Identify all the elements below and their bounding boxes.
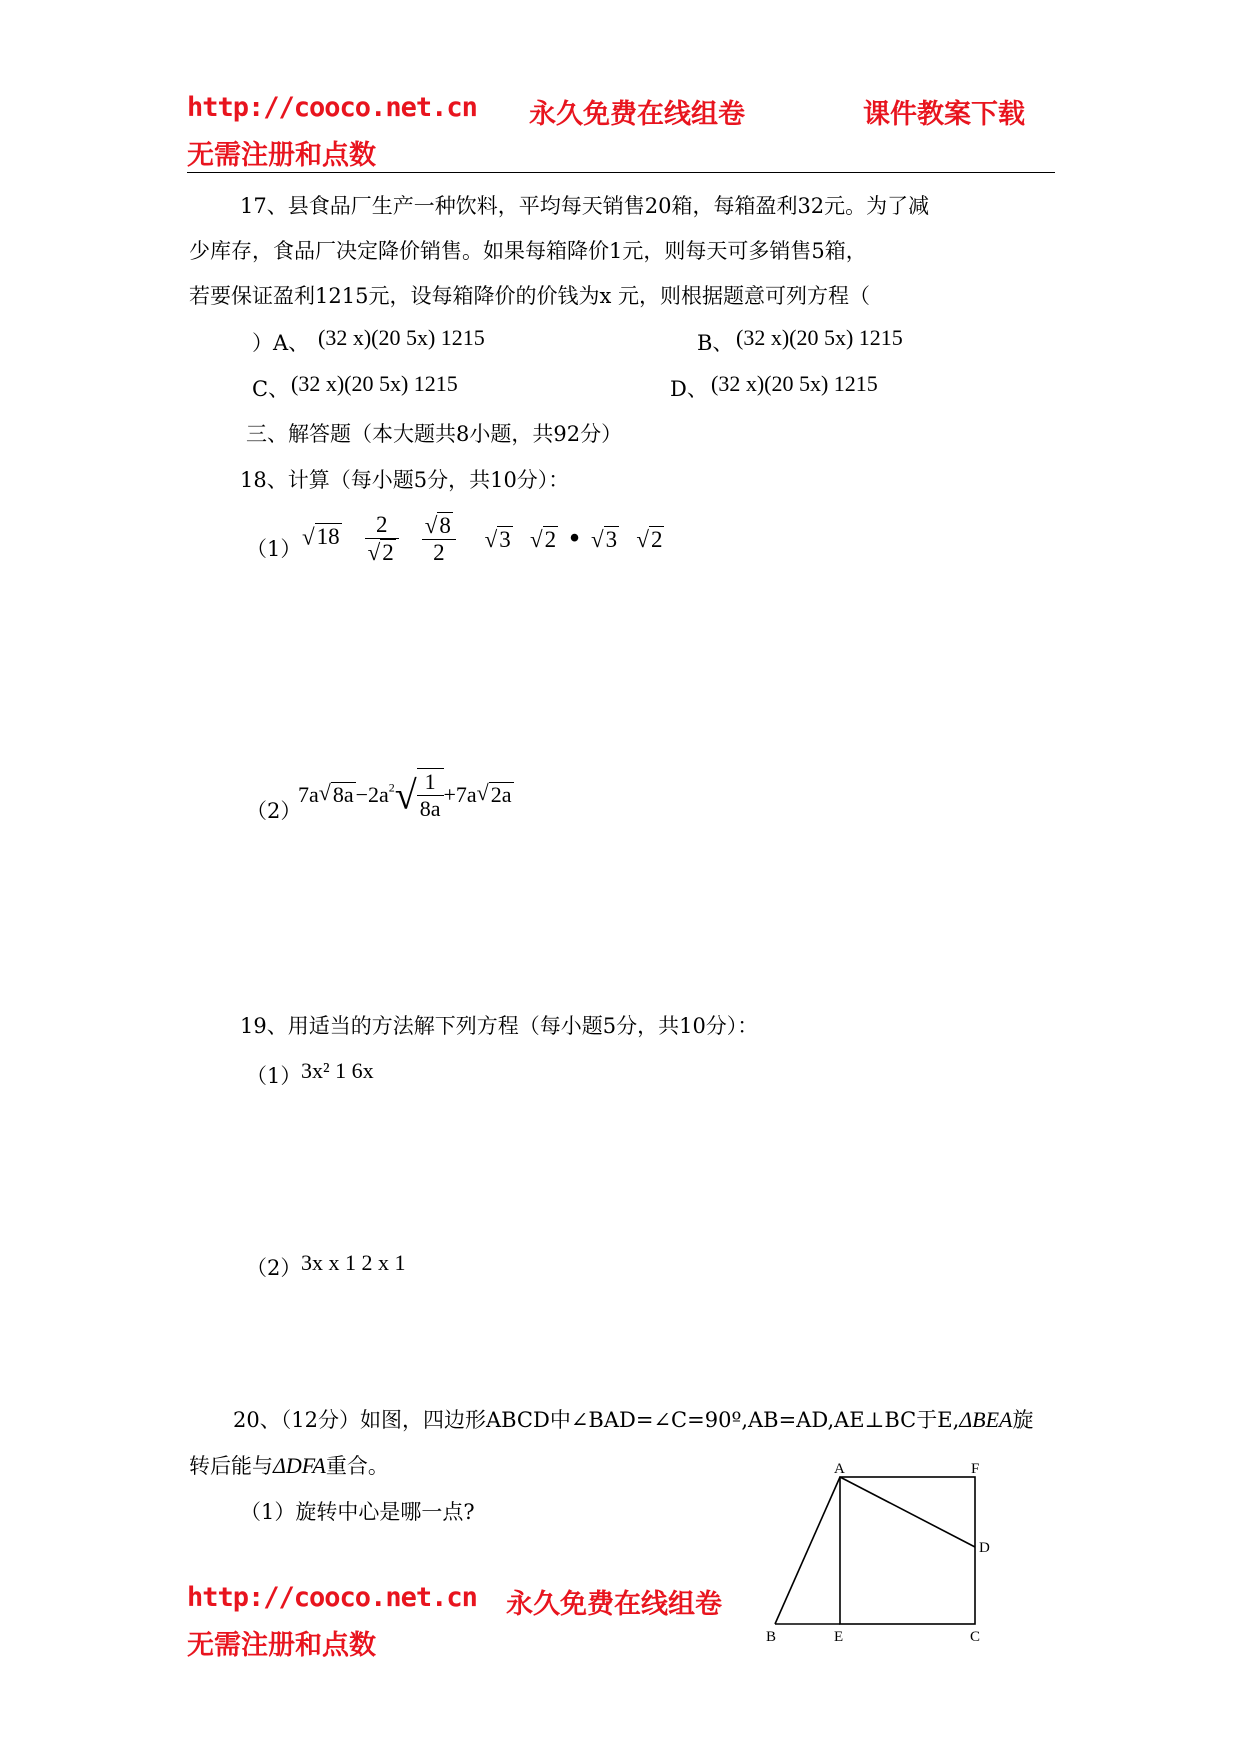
q18-part2-expression: $7a√8a-2a^2√$ $\frac{1}{8a}$ +7a√2a bbox=[298, 769, 512, 821]
q18-part2-label: （2） bbox=[246, 799, 302, 823]
q19-part1-equation: 3x² 1 6x bbox=[301, 1058, 374, 1083]
label-D: D bbox=[979, 1540, 990, 1556]
q17-option-a: (32 x)(20 5x) 1215 bbox=[318, 325, 485, 350]
footer-url[interactable]: http://cooco.net.cn bbox=[187, 1582, 477, 1613]
header-slogan-courseware: 课件教案下载 bbox=[863, 99, 1025, 130]
q17-line3: 若要保证盈利1215元，设每箱降价的价钱为x 元，则根据题意可列方程（ bbox=[189, 284, 870, 308]
q17-option-a-prefix: ）A、 bbox=[252, 331, 310, 355]
segment-AD bbox=[840, 1477, 975, 1547]
label-C: C bbox=[970, 1629, 981, 1645]
label-A: A bbox=[834, 1461, 845, 1477]
q17-option-c-prefix: C、 bbox=[252, 377, 290, 401]
q18-title: 18、计算（每小题5分，共10分）： bbox=[240, 468, 570, 492]
q19-part2-label: （2） bbox=[246, 1256, 302, 1280]
sqrt-18: 18 bbox=[316, 524, 340, 550]
label-F: F bbox=[971, 1461, 980, 1477]
q20-line2: 转后能与ΔDFA重合。 bbox=[189, 1453, 389, 1478]
q19-part2-equation: 3x x 1 2 x 1 bbox=[301, 1250, 406, 1275]
q20-line1: 20、（12分）如图，四边形ABCD中∠BAD=∠C=90º,AB=AD,AE⊥BC于E,ΔBEA旋 bbox=[233, 1407, 1034, 1432]
rectangle-AFCE bbox=[840, 1477, 975, 1624]
footer-no-register: 无需注册和点数 bbox=[187, 1630, 376, 1661]
footer-slogan: 永久免费在线组卷 bbox=[506, 1589, 722, 1620]
q20-sub1: （1）旋转中心是哪一点? bbox=[240, 1500, 475, 1524]
fraction-1-over-8a: $\frac{1}{8a}$ bbox=[417, 768, 444, 822]
q17-option-d-prefix: D、 bbox=[670, 377, 708, 401]
label-B: B bbox=[766, 1629, 777, 1645]
section-3-title: 三、解答题（本大题共8小题，共92分） bbox=[246, 422, 623, 446]
header-no-register: 无需注册和点数 bbox=[187, 140, 376, 171]
q17-line2: 少库存，食品厂决定降价销售。如果每箱降价1元，则每天可多销售5箱， bbox=[189, 239, 867, 263]
q17-option-d: (32 x)(20 5x) 1215 bbox=[711, 371, 878, 396]
q17-option-b: (32 x)(20 5x) 1215 bbox=[736, 325, 903, 350]
q19-part1-label: （1） bbox=[246, 1064, 302, 1088]
header-divider bbox=[187, 172, 1055, 173]
fraction-sqrt8-over-2: $\frac{√8}{2}$ bbox=[422, 512, 456, 566]
header-url[interactable]: http://cooco.net.cn bbox=[187, 92, 477, 123]
q17-option-b-prefix: B、 bbox=[697, 331, 734, 355]
q18-part1-expression: √18 $\frac{2}{√2}$ $\frac{√8}{2}$ √3 √2 • √3 √2 bbox=[302, 512, 663, 565]
quadrilateral-figure bbox=[760, 1455, 1010, 1645]
q17-option-c: (32 x)(20 5x) 1215 bbox=[291, 371, 458, 396]
segment-AB bbox=[775, 1477, 840, 1624]
q18-part1-label: （1） bbox=[246, 537, 302, 561]
product-term: √3 √2 • √3 √2 bbox=[484, 523, 663, 554]
header-slogan-free-paper: 永久免费在线组卷 bbox=[529, 99, 745, 130]
label-E: E bbox=[834, 1629, 844, 1645]
q19-title: 19、用适当的方法解下列方程（每小题5分，共10分）： bbox=[240, 1014, 759, 1038]
fraction-2-over-sqrt2: $\frac{2}{√2}$ bbox=[365, 512, 399, 566]
q17-line1: 17、县食品厂生产一种饮料，平均每天销售20箱，每箱盈利32元。为了减 bbox=[240, 194, 930, 218]
